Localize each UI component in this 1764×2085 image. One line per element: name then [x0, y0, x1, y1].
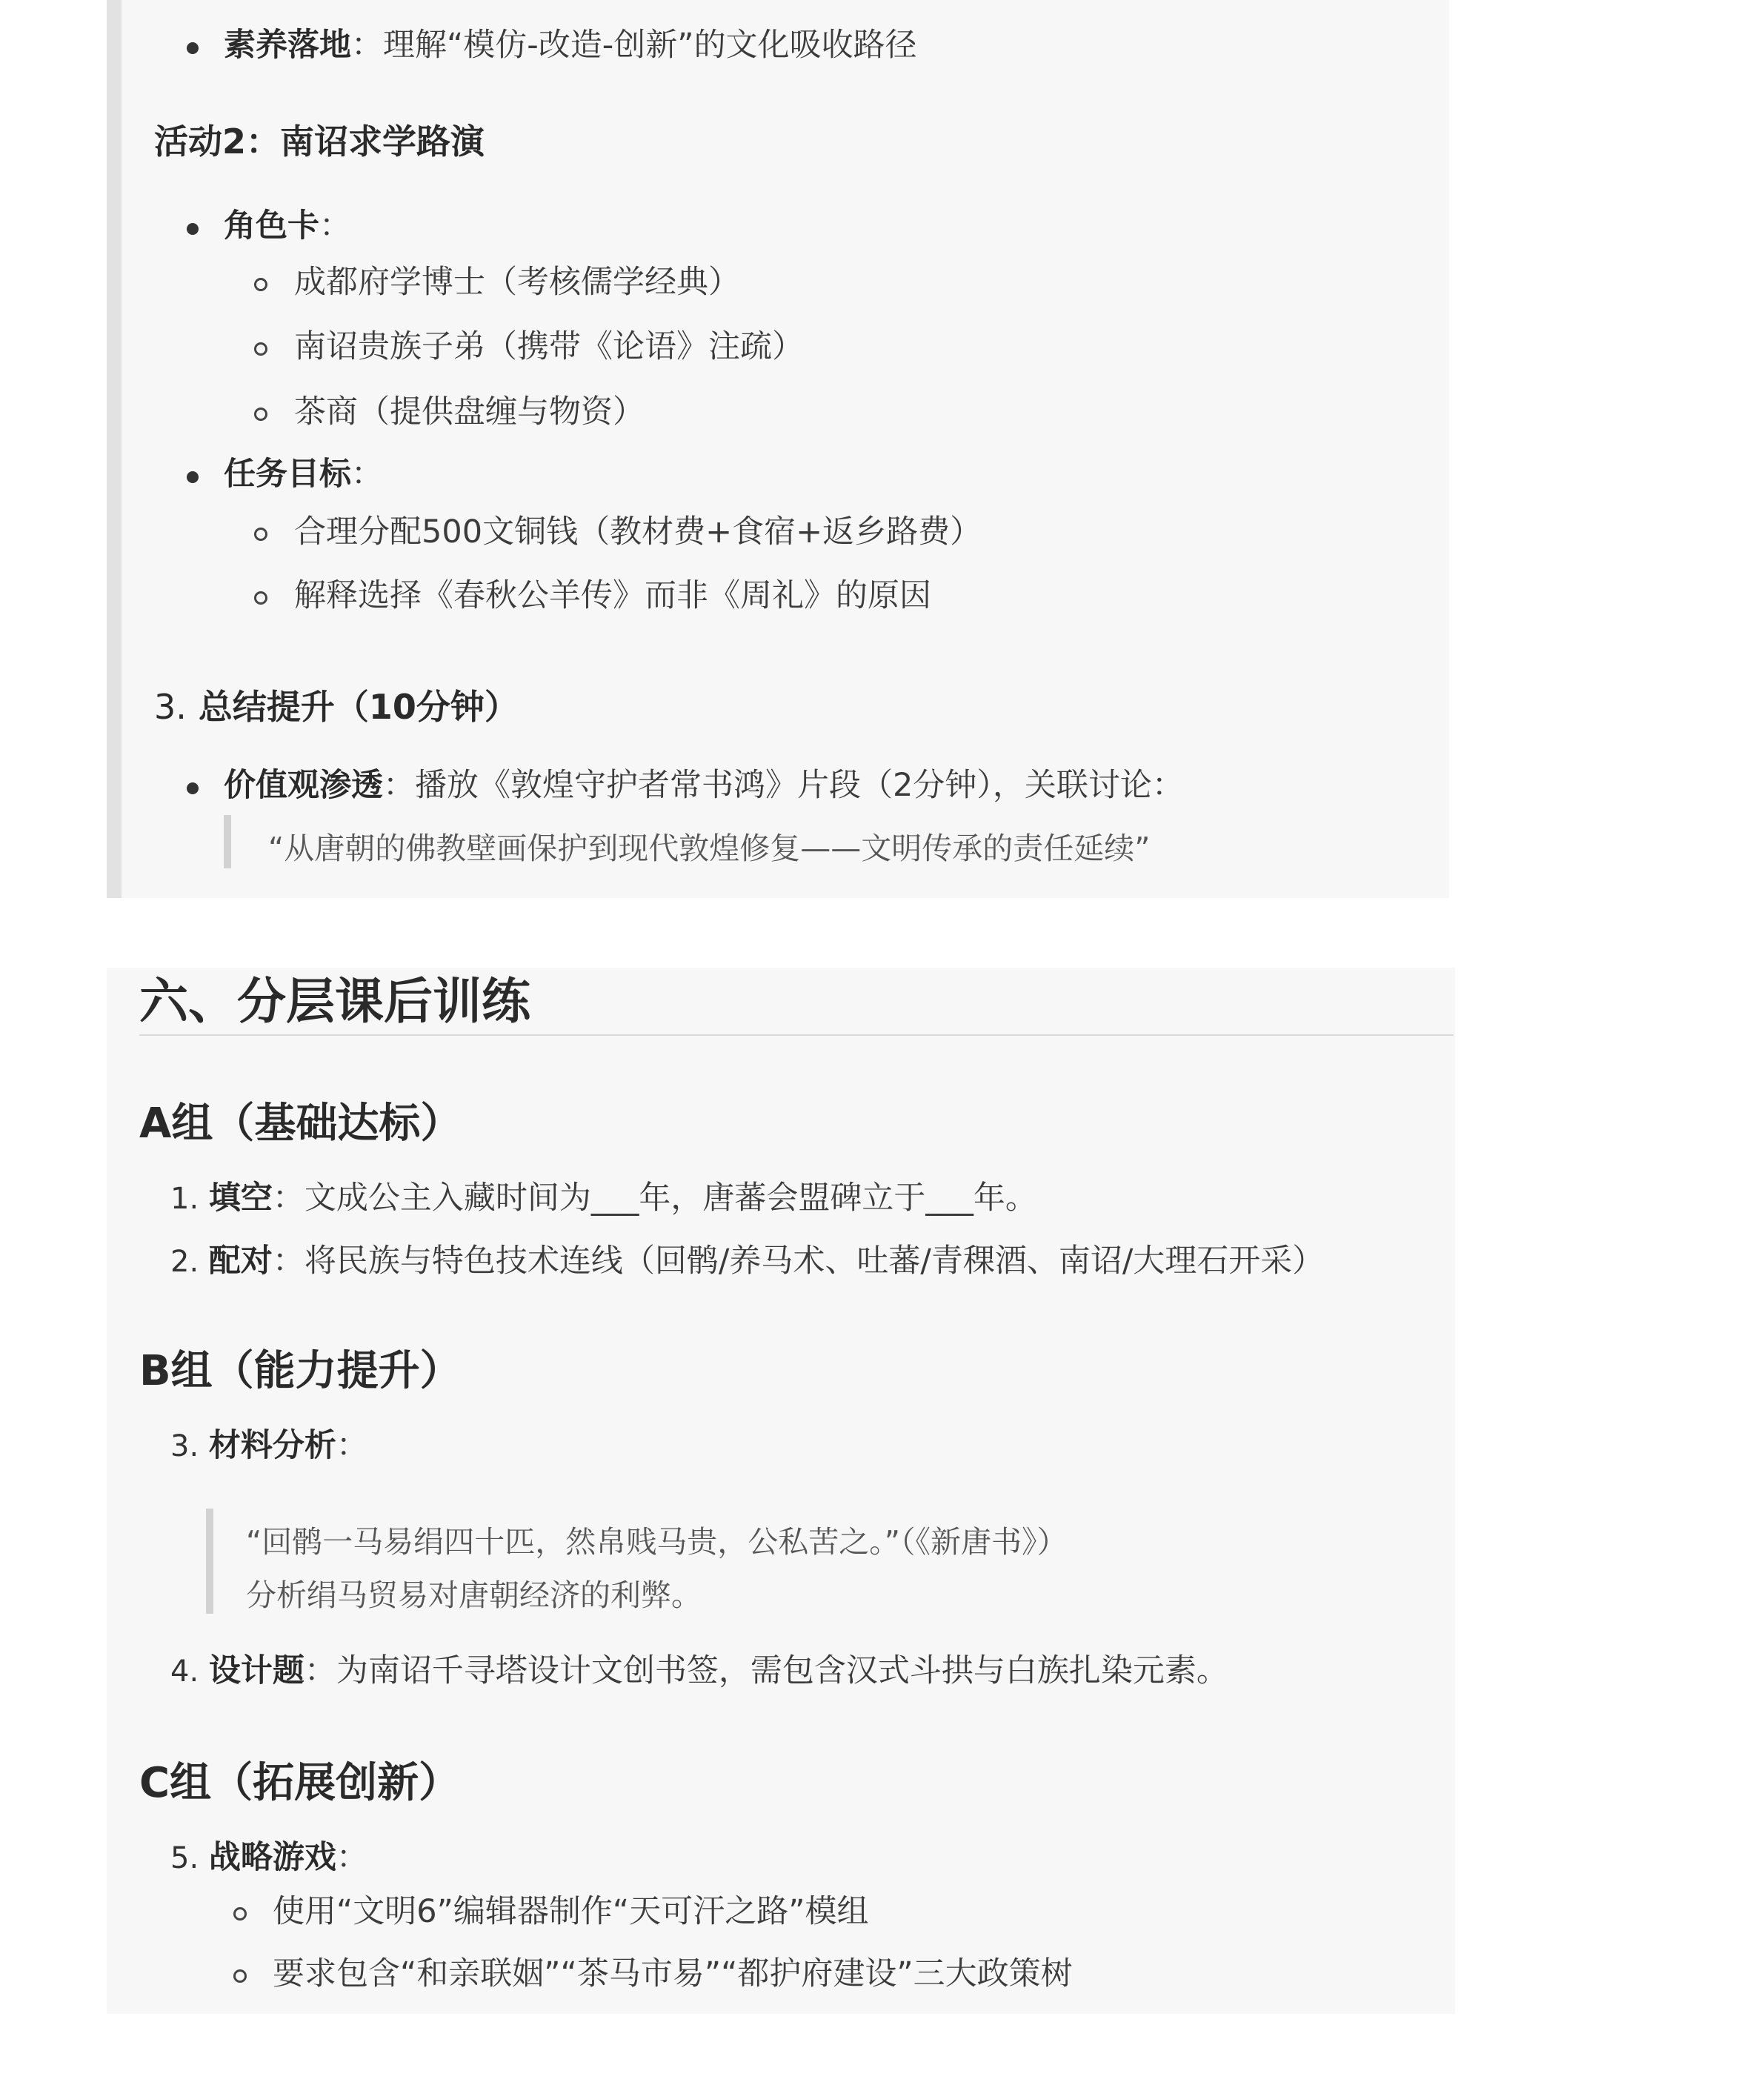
- list-number: 2.: [170, 1245, 199, 1279]
- circle-bullet-icon: [254, 591, 267, 605]
- summary-heading-text: 总结提升（10分钟）: [198, 687, 519, 727]
- list-item: [170, 1652, 1228, 1691]
- role-card-item: 南诏贵族子弟（携带《论语》注疏）: [294, 328, 804, 365]
- task-goals-item: [224, 456, 383, 494]
- separator: ：: [351, 27, 383, 64]
- item-text: 将民族与特色技术连线（回鹘/养马术、吐蕃/青稞酒、南诏/大理石开采）: [304, 1243, 1325, 1280]
- item-text: 文成公主入藏时间为___年，唐蕃会盟碑立于___年。: [304, 1180, 1037, 1217]
- values-text: 播放《敦煌守护者常书鸿》片段（2分钟），关联讨论：: [415, 767, 1184, 804]
- separator: ：: [336, 1839, 368, 1876]
- circle-bullet-icon: [254, 278, 267, 291]
- list-item: [170, 1180, 1037, 1218]
- role-card-item: 茶商（提供盘缠与物资）: [294, 393, 645, 430]
- blockquote-bar: [224, 815, 231, 868]
- list-number: 4.: [170, 1655, 199, 1689]
- values-quote: “从唐朝的佛教壁画保护到现代敦煌修复——文明传承的责任延续”: [268, 831, 1151, 866]
- list-number: 5.: [170, 1841, 199, 1875]
- section-divider: [139, 1034, 1454, 1036]
- literacy-item: [224, 27, 917, 65]
- circle-bullet-icon: [233, 1907, 247, 1921]
- item-label: 配对: [208, 1243, 273, 1280]
- list-item: [170, 1839, 368, 1878]
- circle-bullet-icon: [254, 408, 267, 421]
- values-label: 价值观渗透: [224, 767, 383, 804]
- separator: ：: [351, 456, 383, 493]
- quote-line: 分析绢马贸易对唐朝经济的利弊。: [246, 1577, 702, 1613]
- list-number: 1.: [170, 1182, 199, 1216]
- bullet-icon: [187, 471, 199, 483]
- separator: ：: [336, 1427, 368, 1464]
- separator: ：: [272, 1243, 304, 1280]
- circle-bullet-icon: [254, 342, 267, 356]
- item-text: 为南诏千寻塔设计文创书签，需包含汉式斗拱与白族扎染元素。: [336, 1652, 1228, 1689]
- group-a-title: A组（基础达标）: [139, 1100, 462, 1148]
- sub-list-item: 要求包含“和亲联姻”“茶马市易”“都护府建设”三大政策树: [273, 1955, 1073, 1992]
- list-item: [170, 1243, 1324, 1281]
- item-label: 材料分析: [208, 1427, 336, 1464]
- quote-line: “回鹘一马易绢四十匹，然帛贱马贵，公私苦之。”（《新唐书》）: [246, 1524, 1068, 1560]
- literacy-label: 素养落地: [224, 27, 351, 64]
- item-label: 填空: [208, 1180, 273, 1217]
- heading-number: 3.: [154, 687, 187, 727]
- separator: ：: [304, 1652, 336, 1689]
- sub-list-item: 使用“文明6”编辑器制作“天可汗之路”模组: [273, 1893, 869, 1930]
- bullet-icon: [187, 42, 199, 54]
- task-goal-item: 解释选择《春秋公羊传》而非《周礼》的原因: [294, 577, 931, 614]
- bullet-icon: [187, 223, 199, 235]
- separator: ：: [383, 767, 415, 804]
- role-cards-item: [224, 207, 351, 246]
- separator: ：: [319, 207, 351, 245]
- item-label: 战略游戏: [208, 1839, 336, 1876]
- role-cards-label: 角色卡: [224, 207, 319, 245]
- separator: ：: [272, 1180, 304, 1217]
- role-card-item: 成都府学博士（考核儒学经典）: [294, 264, 740, 301]
- bullet-icon: [187, 782, 199, 794]
- item-label: 设计题: [208, 1652, 304, 1689]
- task-goals-label: 任务目标: [224, 456, 351, 493]
- activity2-heading: 活动2：南诏求学路演: [154, 122, 485, 162]
- group-c-title: C组（拓展创新）: [139, 1759, 461, 1807]
- circle-bullet-icon: [233, 1969, 247, 1983]
- values-item: [224, 767, 1184, 805]
- list-item: [170, 1427, 368, 1466]
- list-number: 3.: [170, 1429, 199, 1463]
- section-title: 六、分层课后训练: [139, 973, 530, 1030]
- circle-bullet-icon: [254, 528, 267, 541]
- blockquote-bar: [206, 1509, 213, 1614]
- group-b-title: B组（能力提升）: [139, 1347, 462, 1395]
- task-goal-item: 合理分配500文铜钱（教材费+食宿+返乡路费）: [294, 513, 982, 551]
- literacy-text: 理解“模仿-改造-创新”的文化吸收路径: [383, 27, 917, 64]
- summary-heading: [154, 680, 519, 729]
